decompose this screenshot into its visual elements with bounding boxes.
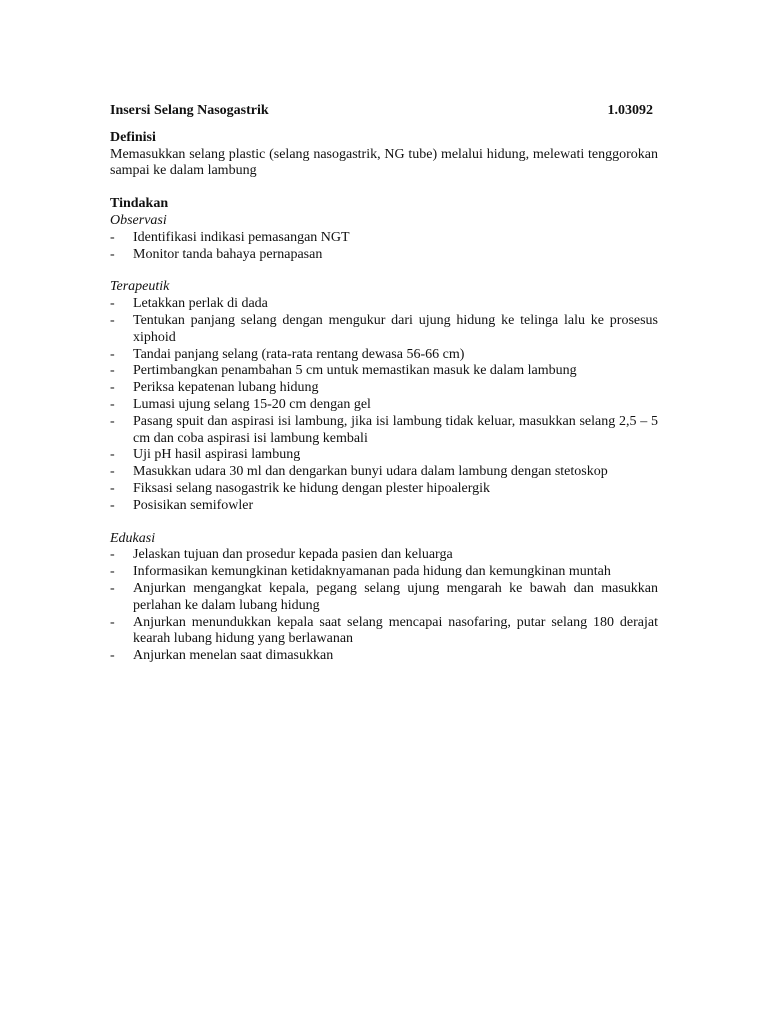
list-item [110, 547, 658, 564]
list-item-text: Tentukan panjang selang dengan mengukur dari ujung hidung ke telinga lalu ke prosesus xiphoid [133, 312, 658, 345]
bullet-dash: - [110, 547, 115, 563]
bullet-dash: - [110, 346, 115, 362]
list-item [110, 447, 658, 464]
list-item-text: Anjurkan menundukkan kepala saat selang mencapai nasofaring, putar selang 180 derajat kearah lubang hidung yang berlawanan [133, 614, 658, 647]
list-item-text: Pertimbangkan penambahan 5 cm untuk memastikan masuk ke dalam lambung [133, 363, 577, 379]
bullet-dash: - [110, 296, 115, 312]
list-item [110, 564, 658, 581]
title-row [110, 103, 653, 120]
list-item-text: Tandai panjang selang (rata-rata rentang dewasa 56-66 cm) [133, 346, 465, 362]
bullet-dash: - [110, 564, 115, 580]
document-page [110, 103, 658, 665]
list-item-text: Lumasi ujung selang 15-20 cm dengan gel [133, 396, 371, 412]
observasi-section [110, 213, 658, 263]
list-item-text: Periksa kepatenan lubang hidung [133, 380, 319, 396]
bullet-dash: - [110, 229, 115, 245]
observasi-list [110, 230, 658, 264]
bullet-dash: - [110, 312, 115, 328]
list-item [110, 296, 658, 313]
list-item [110, 347, 658, 364]
list-item [110, 230, 658, 247]
definisi-heading: Definisi [110, 129, 156, 145]
edukasi-section [110, 531, 658, 665]
list-item-text: Jelaskan tujuan dan prosedur kepada pasien dan keluarga [133, 547, 453, 563]
bullet-dash: - [110, 396, 115, 412]
list-item-text: Anjurkan menelan saat dimasukkan [133, 648, 334, 664]
list-item [110, 247, 658, 264]
bullet-dash: - [110, 464, 115, 480]
terapeutik-heading: Terapeutik [110, 279, 170, 295]
observasi-heading: Observasi [110, 212, 167, 228]
bullet-dash: - [110, 413, 115, 429]
document-code: 1.03092 [607, 103, 653, 118]
document-title: Insersi Selang Nasogastrik [110, 103, 269, 118]
definisi-text: Memasukkan selang plastic (selang nasogastrik, NG tube) melalui hidung, melewati tenggorokan sampai ke dalam lambung [110, 146, 658, 179]
list-item [110, 464, 658, 481]
tindakan-heading: Tindakan [110, 196, 169, 212]
list-item [110, 498, 658, 515]
list-item-text: Fiksasi selang nasogastrik ke hidung dengan plester hipoalergik [133, 480, 491, 496]
list-item-text: Identifikasi indikasi pemasangan NGT [133, 229, 350, 245]
list-item [110, 615, 658, 649]
terapeutik-list [110, 296, 658, 514]
list-item [110, 363, 658, 380]
list-item-text: Informasikan kemungkinan ketidaknyamanan pada hidung dan kemungkinan muntah [133, 564, 611, 580]
bullet-dash: - [110, 380, 115, 396]
list-item [110, 481, 658, 498]
list-item [110, 414, 658, 448]
list-item-text: Posisikan semifowler [133, 497, 254, 513]
list-item [110, 397, 658, 414]
list-item [110, 648, 658, 665]
tindakan-section [110, 196, 658, 665]
list-item-text: Letakkan perlak di dada [133, 296, 268, 312]
list-item-text: Pasang spuit dan aspirasi isi lambung, jika isi lambung tidak keluar, masukkan selang 2,5 – 5 cm dan coba aspirasi isi lambung kembali [133, 413, 658, 446]
bullet-dash: - [110, 648, 115, 664]
bullet-dash: - [110, 363, 115, 379]
definisi-section [110, 130, 658, 180]
bullet-dash: - [110, 447, 115, 463]
bullet-dash: - [110, 246, 115, 262]
list-item [110, 313, 658, 347]
list-item-text: Monitor tanda bahaya pernapasan [133, 246, 323, 262]
bullet-dash: - [110, 480, 115, 496]
list-item [110, 581, 658, 615]
list-item [110, 380, 658, 397]
list-item-text: Masukkan udara 30 ml dan dengarkan bunyi udara dalam lambung dengan stetoskop [133, 464, 608, 480]
terapeutik-section [110, 279, 658, 514]
list-item-text: Uji pH hasil aspirasi lambung [133, 447, 301, 463]
list-item-text: Anjurkan mengangkat kepala, pegang selang ujung mengarah ke bawah dan masukkan perlahan ke dalam lubang hidung [133, 580, 658, 613]
bullet-dash: - [110, 614, 115, 630]
bullet-dash: - [110, 497, 115, 513]
bullet-dash: - [110, 580, 115, 596]
edukasi-list [110, 547, 658, 665]
edukasi-heading: Edukasi [110, 530, 156, 546]
